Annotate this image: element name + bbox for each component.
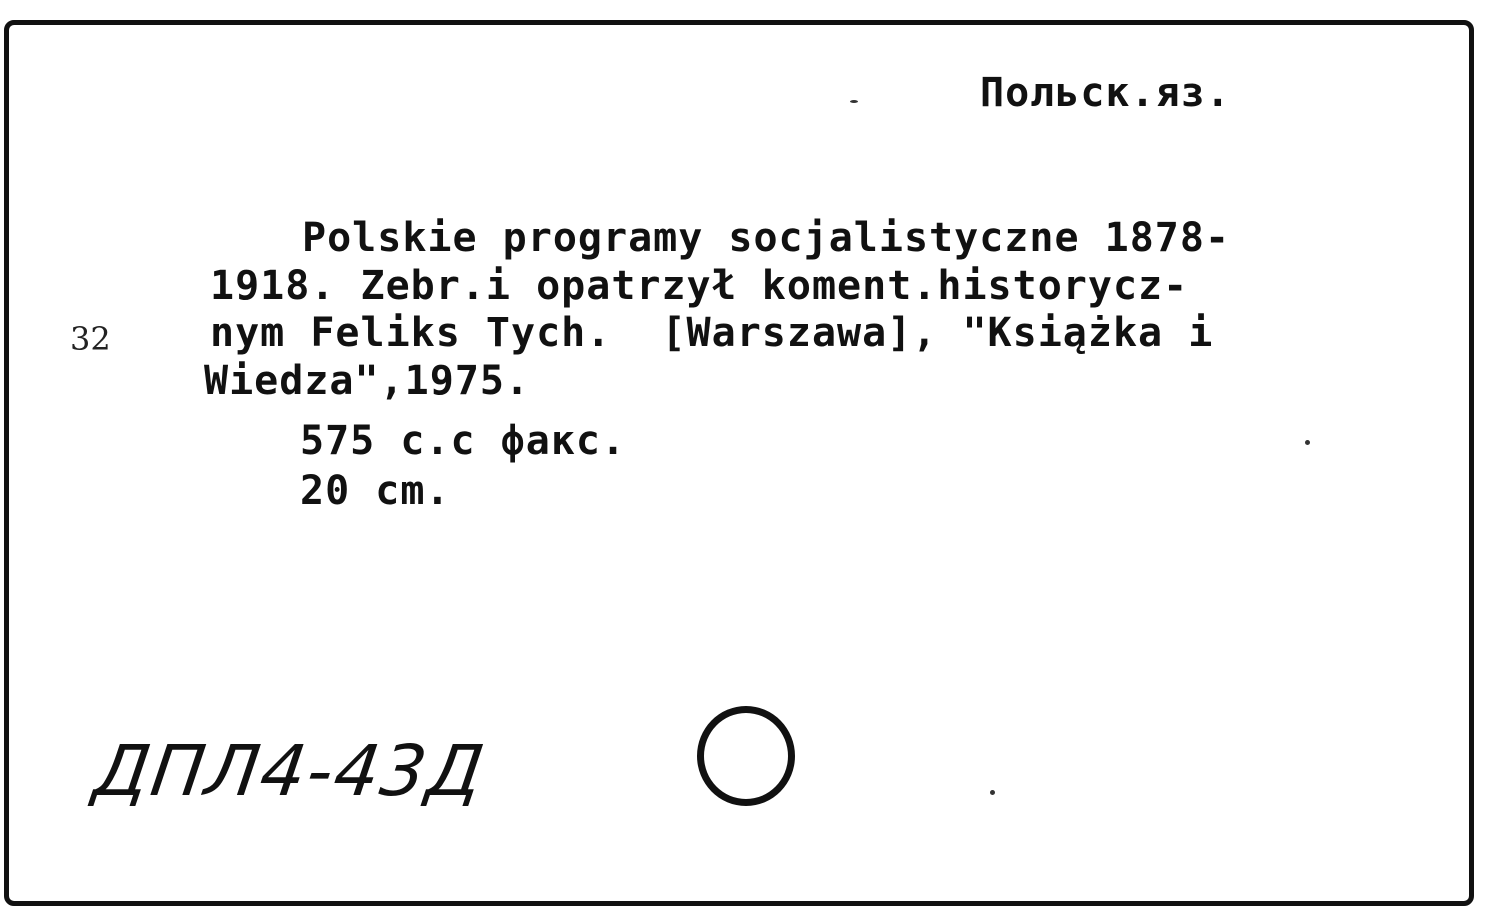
ink-speck [850,100,858,103]
handwritten-shelf-mark: ДПЛ4-43Д [89,730,491,812]
pagination-line: 575 c.c факс. [300,418,627,464]
ink-speck [1305,440,1310,445]
size-line: 20 cm. [300,468,451,514]
margin-mark: 32 [70,320,111,358]
entry-line-4: Wiedza",1975. [204,358,531,404]
entry-line-1: Polskie programy socjalistyczne 1878- [302,215,1231,261]
ink-speck [990,790,995,795]
punch-hole-circle [697,706,795,806]
entry-line-3: nym Feliks Tych. [Warszawa], "Książka i [210,310,1214,356]
entry-line-2: 1918. Zebr.i opatrzył koment.historycz- [210,263,1189,309]
language-heading: Польск.яз. [980,70,1231,116]
